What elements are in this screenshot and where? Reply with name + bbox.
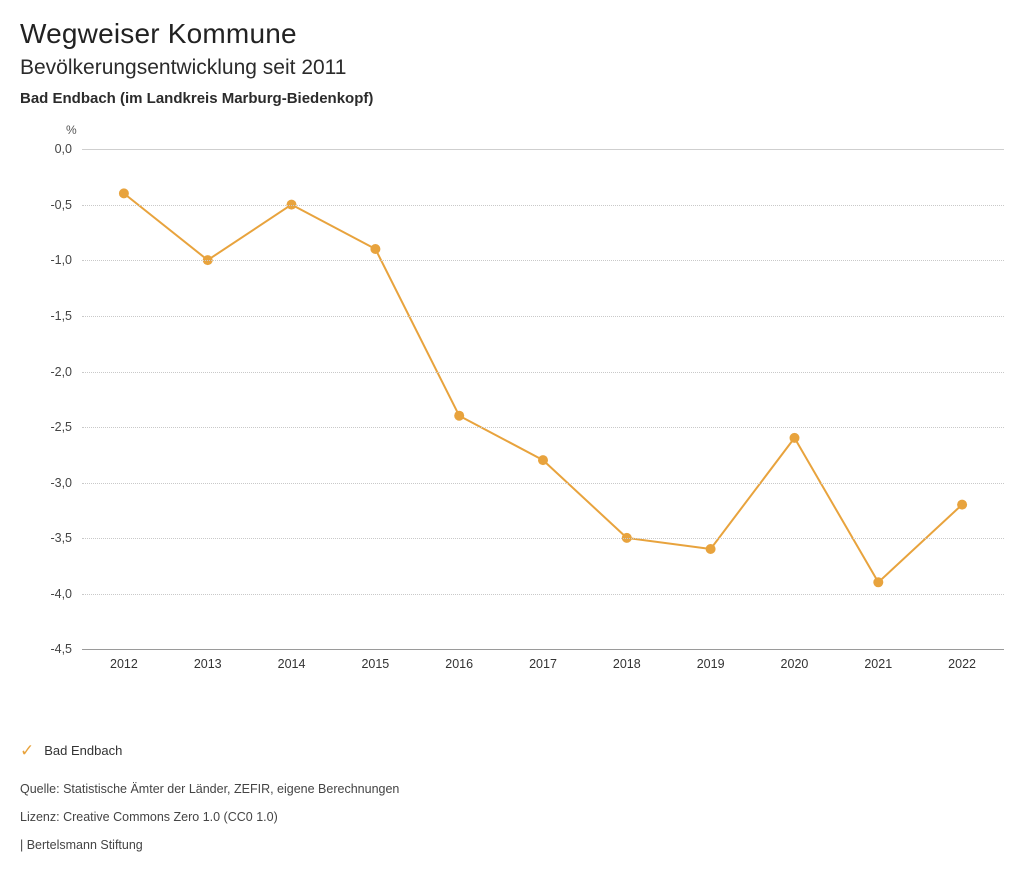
x-axis-tick-label: 2022 [948, 657, 976, 672]
x-axis-tick-label: 2014 [277, 657, 306, 672]
x-axis-tick-label: 2016 [445, 657, 474, 672]
y-axis-tick-label: -2,5 [50, 420, 72, 435]
data-point[interactable] [873, 578, 883, 588]
chart-footer [20, 782, 920, 852]
data-point[interactable] [119, 189, 129, 199]
data-point[interactable] [454, 411, 464, 421]
gridline [82, 483, 1004, 484]
chart-area [20, 123, 1004, 693]
page-title: Wegweiser Kommune [20, 18, 297, 49]
y-axis-tick-label: -4,5 [50, 642, 72, 657]
x-axis-tick-label: 2019 [696, 657, 725, 672]
data-point[interactable] [538, 455, 548, 465]
data-point[interactable] [706, 544, 716, 554]
x-axis-tick-label: 2012 [110, 657, 138, 672]
gridline [82, 149, 1004, 150]
x-axis-line [82, 649, 1004, 650]
y-axis-tick-label: 0,0 [54, 142, 72, 157]
y-axis-tick-label: -3,0 [50, 475, 72, 490]
gridline [82, 538, 1004, 539]
gridline [82, 372, 1004, 373]
legend-item-label: Bad Endbach [44, 743, 123, 758]
y-axis-tick-label: -4,0 [50, 586, 72, 601]
gridline [82, 427, 1004, 428]
x-axis-tick-label: 2017 [529, 657, 557, 672]
x-axis-tick-label: 2013 [193, 657, 222, 672]
gridline [82, 594, 1004, 595]
series-line [124, 194, 962, 583]
y-axis-tick-label: -2,0 [50, 364, 72, 379]
gridline [82, 205, 1004, 206]
footer-publisher: | Bertelsmann Stiftung [20, 838, 143, 852]
y-axis-tick-label: -1,0 [50, 253, 72, 268]
chart-legend[interactable] [20, 742, 122, 759]
footer-source: Quelle: Statistische Ämter der Länder, ZEFIR, eigene Berechnungen [20, 782, 400, 796]
gridline [82, 260, 1004, 261]
check-icon: ✓ [20, 741, 35, 760]
series-line-bad-endbach [82, 149, 1004, 649]
y-axis-tick-label: -3,5 [50, 531, 72, 546]
data-point[interactable] [790, 433, 800, 443]
chart-region-label: Bad Endbach (im Landkreis Marburg-Biedenkopf) [20, 90, 374, 108]
x-axis-tick-label: 2015 [361, 657, 390, 672]
gridline [82, 316, 1004, 317]
plot-region [50, 142, 1004, 657]
y-axis-unit: % [66, 123, 77, 138]
x-axis-tick-label: 2020 [780, 657, 809, 672]
footer-license: Lizenz: Creative Commons Zero 1.0 (CC0 1.0) [20, 810, 278, 824]
data-point[interactable] [370, 244, 380, 254]
x-axis-tick-label: 2021 [864, 657, 893, 672]
y-axis-tick-label: -1,5 [50, 308, 72, 323]
chart-subtitle: Bevölkerungsentwicklung seit 2011 [20, 56, 347, 80]
y-axis-tick-label: -0,5 [50, 197, 72, 212]
data-point[interactable] [957, 500, 967, 510]
x-axis-tick-label: 2018 [612, 657, 641, 672]
